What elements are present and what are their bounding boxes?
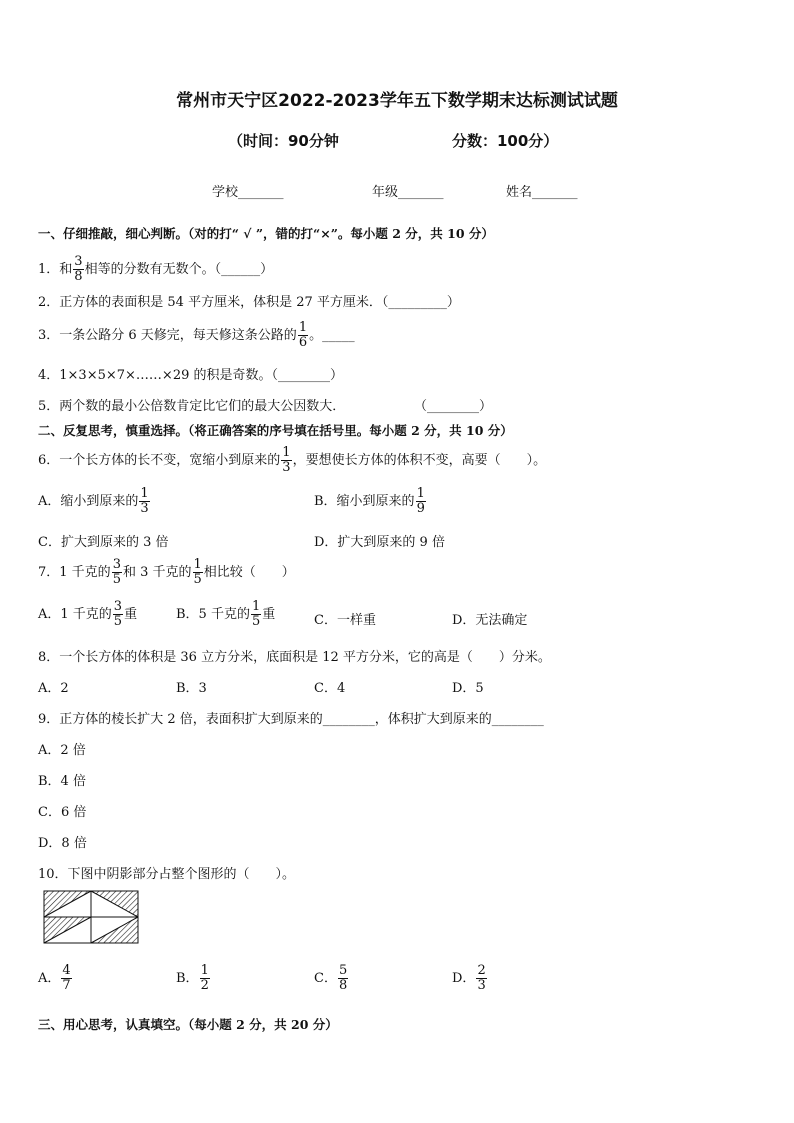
- fraction: $\frac{3}{5}$: [112, 557, 121, 587]
- question-7-option-c[interactable]: C．一样重: [314, 613, 376, 628]
- question-10-option-a[interactable]: A． $\frac{4}{7}$: [38, 963, 71, 993]
- fraction: $\frac{3}{5}$: [113, 599, 123, 629]
- question-2: 2．正方体的表面积是 54 平方厘米，体积是 27 平方厘米．（_________）: [38, 295, 460, 310]
- question-8: 8．一个长方体的体积是 36 立方分米，底面积是 12 平方分米，它的高是（ ）分米。: [38, 650, 551, 665]
- page-title: 常州市天宁区2022-2023学年五下数学期末达标测试试题: [176, 91, 618, 111]
- fraction: $\frac{1}{3}$: [282, 445, 291, 475]
- question-8-option-a[interactable]: A．2: [38, 681, 69, 696]
- question-4: 4．1×3×5×7×……×29 的积是奇数。（________）: [38, 368, 343, 383]
- question-5-blank: （________）: [414, 399, 493, 414]
- exam-score: 分数：100分）: [452, 132, 559, 150]
- name-field: 姓名_______: [506, 185, 578, 200]
- question-7: 7．1 千克的 $\frac{3}{5}$ 和 3 千克的 $\frac{1}{5}$ 相比较（ ）: [38, 557, 295, 587]
- fraction: $\frac{3}{8}$: [74, 254, 83, 284]
- fraction: $\frac{1}{6}$: [298, 320, 308, 350]
- question-5: 5．两个数的最小公倍数肯定比它们的最大公因数大．: [38, 399, 346, 414]
- fraction: $\frac{1}{5}$: [193, 557, 202, 587]
- question-7-option-a[interactable]: A．1 千克的 $\frac{3}{5}$ 重: [38, 599, 138, 629]
- fraction: $\frac{1}{3}$: [140, 486, 149, 516]
- question-8-option-c[interactable]: C．4: [314, 681, 346, 696]
- grade-field: 年级_______: [372, 185, 444, 200]
- question-7-option-b[interactable]: B．5 千克的 $\frac{1}{5}$ 重: [176, 599, 276, 629]
- question-1: 1．和 $\frac{3}{8}$ 相等的分数有无数个。（______）: [38, 254, 274, 284]
- question-7-option-d[interactable]: D．无法确定: [452, 613, 528, 628]
- question-9-option-a[interactable]: A．2 倍: [38, 743, 86, 758]
- shaded-rectangle-figure: [43, 890, 139, 944]
- question-10-option-b[interactable]: B． $\frac{1}{2}$: [176, 963, 209, 993]
- question-9: 9．正方体的棱长扩大 2 倍，表面积扩大到原来的________，体积扩大到原来的________: [38, 712, 544, 727]
- question-10-option-d[interactable]: D． $\frac{2}{3}$: [452, 963, 486, 993]
- question-10: 10．下图中阴影部分占整个图形的（ ）。: [38, 867, 296, 882]
- question-9-option-d[interactable]: D．8 倍: [38, 836, 87, 851]
- fraction: $\frac{1}{9}$: [416, 486, 425, 516]
- question-6-option-b[interactable]: B．缩小到原来的 $\frac{1}{9}$: [314, 486, 425, 516]
- exam-time: （时间：90分钟: [228, 132, 339, 150]
- question-6: 6．一个长方体的长不变，宽缩小到原来的 $\frac{1}{3}$ ，要想使长方体的体积不变，高要（ ）。: [38, 445, 547, 475]
- question-9-option-b[interactable]: B．4 倍: [38, 774, 86, 789]
- fraction: $\frac{1}{5}$: [251, 599, 261, 629]
- section-3-title: 三、用心思考，认真填空。（每小题 2 分，共 20 分）: [38, 1017, 338, 1032]
- section-2-title: 二、反复思考，慎重选择。（将正确答案的序号填在括号里。每小题 2 分，共 10 分）: [38, 423, 513, 438]
- question-6-option-a[interactable]: A．缩小到原来的 $\frac{1}{3}$: [38, 486, 149, 516]
- question-6-option-d[interactable]: D．扩大到原来的 9 倍: [314, 535, 445, 550]
- question-8-option-d[interactable]: D．5: [452, 681, 484, 696]
- question-10-option-c[interactable]: C． $\frac{5}{8}$: [314, 963, 348, 993]
- fraction: $\frac{2}{3}$: [477, 963, 486, 993]
- fraction: $\frac{5}{8}$: [338, 963, 348, 993]
- section-1-title: 一、仔细推敲，细心判断。（对的打“ √ ”，错的打“×”。每小题 2 分，共 10 分）: [38, 226, 494, 241]
- question-3: 3．一条公路分 6 天修完，每天修这条公路的 $\frac{1}{6}$ 。_____: [38, 320, 355, 350]
- school-field: 学校_______: [212, 185, 284, 200]
- fraction: $\frac{1}{2}$: [200, 963, 209, 993]
- question-9-option-c[interactable]: C．6 倍: [38, 805, 87, 820]
- fraction: $\frac{4}{7}$: [62, 963, 71, 993]
- question-6-option-c[interactable]: C．扩大到原来的 3 倍: [38, 535, 169, 550]
- question-8-option-b[interactable]: B．3: [176, 681, 207, 696]
